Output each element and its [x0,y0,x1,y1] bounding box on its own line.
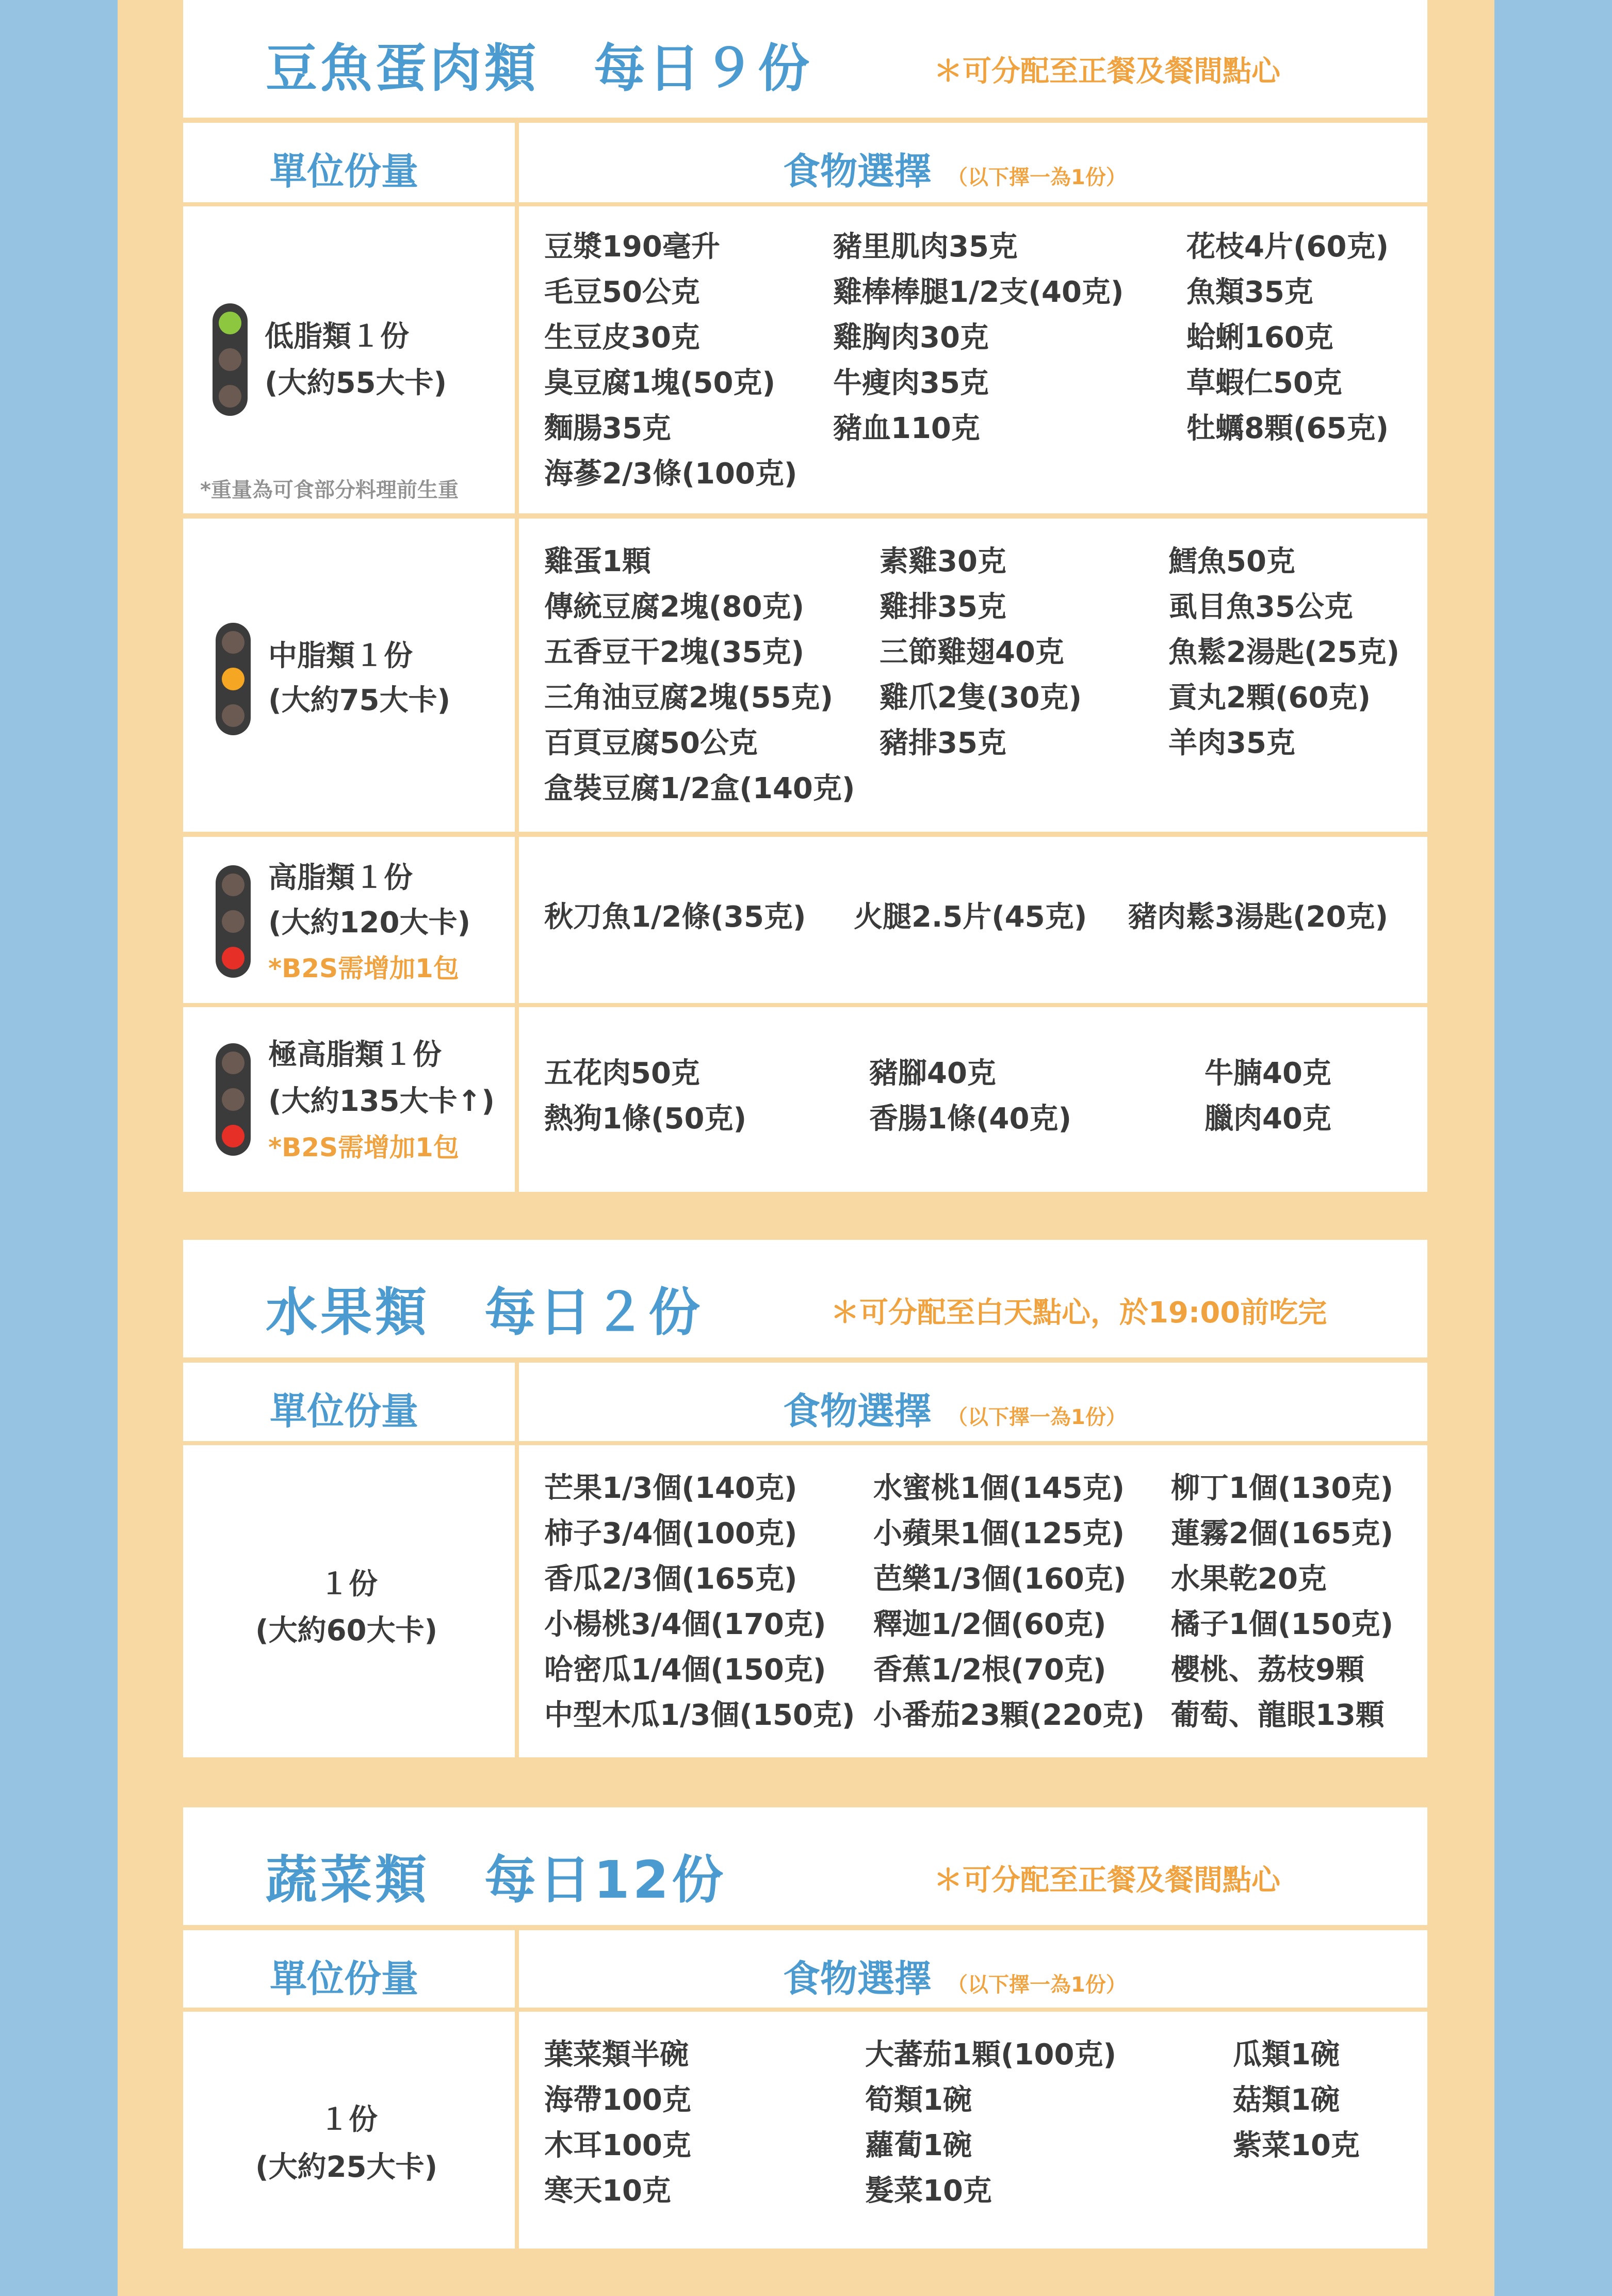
protein-header-band [183,123,1427,202]
high-fat-label: 高脂類１份 [268,861,413,895]
list-item: 哈密瓜1/4個(150克) [544,1653,826,1687]
list-item: 香蕉1/2根(70克) [873,1653,1106,1687]
fruit-col2 [873,1466,1145,1738]
list-item: 牡蠣8顆(65克) [1186,412,1389,445]
list-item: 鱈魚50克 [1168,545,1295,578]
list-item: 盒裝豆腐1/2盒(140克) [544,772,855,805]
protein-header-food-label: 食物選擇 [783,150,932,193]
list-item: 豬排35克 [880,726,1006,760]
mid-fat-col3 [1168,539,1399,766]
fruit-row [183,1445,1427,1757]
list-item: 麵腸35克 [544,412,671,445]
list-item: 木耳100克 [544,2129,691,2162]
mid-fat-col2 [880,539,1082,766]
column-divider [515,1363,519,1757]
list-item: 三節雞翅40克 [880,636,1064,669]
list-item: 素雞30克 [880,545,1006,578]
list-item: 蘿蔔1碗 [865,2129,972,2162]
list-item: 羊肉35克 [1168,726,1295,760]
list-item: 雞胸肉30克 [833,321,989,354]
fruit-header-band [183,1363,1427,1441]
fruit-col1 [544,1466,855,1738]
list-item: 小番茄23顆(220克) [873,1699,1145,1732]
list-item: 豬腳40克 [869,1057,996,1090]
vhigh-fat-label: 極高脂類１份 [268,1038,442,1072]
low-fat-col1 [544,224,797,497]
fruit-portion: １份 [320,1567,378,1601]
vhigh-fat-col1 [544,1051,746,1142]
list-item: 虱目魚35公克 [1168,590,1353,624]
list-item: 牛瘦肉35克 [833,366,989,400]
list-item: 魚類35克 [1186,276,1313,309]
list-item: 貢丸2顆(60克) [1168,681,1371,715]
fruit-col3 [1171,1466,1393,1738]
vhigh-fat-note: *B2S需增加1包 [268,1133,459,1162]
list-item: 雞棒棒腿1/2支(40克) [833,276,1124,309]
low-fat-label: 低脂類１份 [265,320,409,353]
list-item: 豆漿190毫升 [544,230,720,264]
list-item: 大蕃茄1顆(100克) [865,2038,1117,2072]
list-item: 寒天10克 [544,2174,671,2208]
protein-section [183,0,1427,1192]
list-item: 五花肉50克 [544,1057,700,1090]
veg-portion: １份 [320,2103,378,2137]
list-item: 秋刀魚1/2條(35克) [544,900,806,934]
list-item: 水蜜桃1個(145克) [873,1472,1125,1505]
fruit-header-food-label: 食物選擇 [783,1389,932,1433]
list-item: 芒果1/3個(140克) [544,1472,797,1505]
list-item: 火腿2.5片(45克) [854,900,1087,934]
protein-title-band [183,0,1427,118]
list-item: 臭豆腐1塊(50克) [544,366,776,400]
list-item: 柳丁1個(130克) [1171,1472,1394,1505]
veg-row [183,2012,1427,2249]
veg-header-food-sub: （以下擇一為1份） [947,1973,1127,1997]
low-fat-kcal: (大約55大卡) [265,366,447,400]
green-light-icon [213,303,248,416]
list-item: 菇類1碗 [1233,2083,1340,2117]
list-item: 海蔘2/3條(100克) [544,457,797,491]
list-item: 雞爪2隻(30克) [880,681,1082,715]
fruit-section [183,1240,1427,1757]
vhigh-fat-col2 [869,1051,1071,1142]
list-item: 香瓜2/3個(165克) [544,1562,797,1596]
list-item: 櫻桃、荔枝9顆 [1171,1653,1364,1687]
red-light-icon [216,865,251,978]
protein-header-food-sub: （以下擇一為1份） [947,166,1127,189]
veg-title-band [183,1807,1427,1925]
list-item: 豬里肌肉35克 [833,230,1018,264]
list-item: 紫菜10克 [1233,2129,1360,2162]
list-item: 魚鬆2湯匙(25克) [1168,636,1400,669]
veg-header-band [183,1930,1427,2008]
veg-header-unit: 單位份量 [270,1957,419,2000]
list-item: 豬肉鬆3湯匙(20克) [1128,900,1389,934]
list-item: 芭樂1/3個(160克) [873,1562,1127,1596]
list-item: 蓮霧2個(165克) [1171,1517,1394,1550]
column-divider [515,1930,519,2249]
veg-header-food [783,1949,1127,2002]
list-item: 百頁豆腐50公克 [544,726,758,760]
vhigh-fat-kcal: (大約135大卡↑) [268,1085,495,1118]
list-item: 三角油豆腐2塊(55克) [544,681,834,715]
veg-col2 [865,2032,1116,2214]
low-fat-col2 [833,224,1124,451]
veg-kcal: (大約25大卡) [255,2151,438,2184]
list-item: 柿子3/4個(100克) [544,1517,797,1550]
veg-header-food-label: 食物選擇 [783,1957,932,2000]
list-item: 中型木瓜1/3個(150克) [544,1699,855,1732]
list-item: 筍類1碗 [865,2083,972,2117]
list-item: 水果乾20克 [1171,1562,1327,1596]
low-fat-col3 [1186,224,1389,451]
list-item: 雞排35克 [880,590,1006,624]
fruit-kcal: (大約60大卡) [255,1614,438,1647]
list-item: 蛤蜊160克 [1186,321,1333,354]
list-item: 牛腩40克 [1204,1057,1331,1090]
list-item: 豬血110克 [833,412,980,445]
list-item: 五香豆干2塊(35克) [544,636,805,669]
list-item: 臘肉40克 [1204,1102,1331,1136]
protein-title: 豆魚蛋肉類 每日９份 [266,38,812,99]
protein-high-row [183,837,1427,1003]
list-item: 海帶100克 [544,2083,691,2117]
veg-title: 蔬菜類 每日12份 [266,1850,727,1910]
high-fat-note: *B2S需增加1包 [268,953,459,983]
list-item: 小楊桃3/4個(170克) [544,1608,826,1641]
list-item: 釋迦1/2個(60克) [873,1608,1106,1641]
list-item: 葉菜類半碗 [544,2038,689,2072]
list-item: 草蝦仁50克 [1186,366,1342,400]
list-item: 毛豆50公克 [544,276,700,309]
list-item: 花枝4片(60克) [1186,230,1389,264]
mid-fat-kcal: (大約75大卡) [268,684,451,717]
fruit-header-food-sub: （以下擇一為1份） [947,1405,1127,1429]
red-light-icon [216,1043,251,1156]
veg-col1 [544,2032,691,2214]
list-item: 生豆皮30克 [544,321,700,354]
list-item: 瓜類1碗 [1233,2038,1340,2072]
vhigh-fat-col3 [1204,1051,1331,1142]
fruit-header-food [783,1381,1127,1435]
protein-header-food [783,141,1127,195]
list-item: 葡萄、龍眼13顆 [1171,1699,1385,1732]
veg-section [183,1807,1427,2249]
yellow-light-icon [216,623,251,735]
mid-fat-col1 [544,539,855,812]
list-item: 橘子1個(150克) [1171,1608,1394,1641]
protein-header-unit: 單位份量 [270,150,419,193]
fruit-note: ＊可分配至白天點心，於19:00前吃完 [831,1296,1327,1330]
fruit-title: 水果類 每日２份 [266,1282,703,1343]
low-fat-note: *重量為可食部分料理前生重 [200,478,459,502]
list-item: 傳統豆腐2塊(80克) [544,590,805,624]
protein-mid-row [183,519,1427,832]
protein-vhigh-row [183,1007,1427,1192]
veg-note: ＊可分配至正餐及餐間點心 [934,1864,1280,1897]
column-divider [515,123,519,1192]
mid-fat-label: 中脂類１份 [268,639,413,673]
high-fat-kcal: (大約120大卡) [268,906,471,940]
list-item: 小蘋果1個(125克) [873,1517,1125,1550]
list-item: 雞蛋1顆 [544,545,651,578]
list-item: 香腸1條(40克) [869,1102,1072,1136]
list-item: 髮菜10克 [865,2174,992,2208]
fruit-header-unit: 單位份量 [270,1389,419,1433]
protein-low-row [183,206,1427,513]
fruit-title-band [183,1240,1427,1357]
protein-note: ＊可分配至正餐及餐間點心 [934,55,1280,88]
veg-col3 [1233,2032,1360,2169]
list-item: 熱狗1條(50克) [544,1102,747,1136]
